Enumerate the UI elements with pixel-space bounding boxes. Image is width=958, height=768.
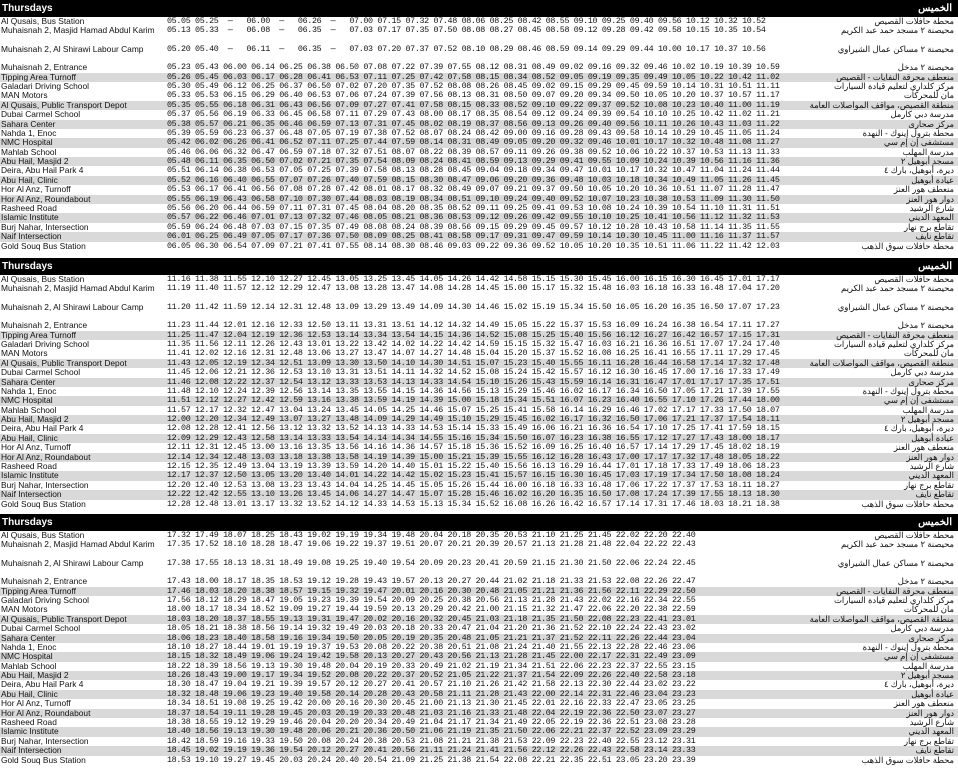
stop-name-en: Dubai Carmel School bbox=[1, 109, 81, 120]
stop-name-en: Muhaisnah 2, Entrance bbox=[1, 320, 88, 331]
departure-times: 11.57 12.17 12.32 12.47 13.04 13.24 13.45 14.05 14.25 14.46 15.07 15.25 15.41 15.58 16.14 16.29 16.46 17.02 17.17 17.33 17.50 18.07 bbox=[167, 404, 780, 415]
stop-name-ar: ديرة، أبوهيل، بارك ٤ bbox=[883, 679, 954, 690]
stop-name-ar: محطة بترول إينوك - النهدة bbox=[862, 641, 954, 652]
stop-name-ar: محطة حافلات القصيص bbox=[874, 274, 954, 284]
stop-name-ar: المعهد الديني bbox=[908, 726, 954, 737]
stop-name-ar: منعطف هور العنز bbox=[893, 184, 954, 195]
timetable-section bbox=[0, 258, 958, 509]
departure-times: 17.56 18.12 18.29 18.47 19.05 19.23 19.39 19.54 20.09 20.25 20.38 20.56 21.13 21.28 21.43 22.02 22.16 22.34 22.55 bbox=[167, 594, 696, 605]
departure-times: 18.26 18.43 19.00 19.17 19.34 19.52 20.08 20.22 20.37 20.52 21.05 21.22 21.37 21.54 22.09 22.26 22.40 22.58 23.18 bbox=[167, 670, 696, 681]
departure-times: 06.01 06.25 06.49 07.05 07.17 07.36 07.50 08.09 08.25 08.41 08.58 09.17 09.31 09.47 09.59 10.14 10.30 10.45 11.00 11.16 11.37 11.57 bbox=[167, 231, 780, 242]
stop-name-ar: دوار هور العنز bbox=[906, 451, 954, 462]
departure-times: 11.23 11.44 12.01 12.16 12.33 12.50 13.11 13.31 13.51 14.12 14.32 14.49 15.05 15.22 15.37 15.53 16.09 16.24 16.38 16.54 17.11 17.27 bbox=[167, 320, 780, 331]
stop-name-en: Islamic Institute bbox=[1, 470, 59, 481]
stop-name-en: Mahlab School bbox=[1, 404, 57, 415]
stop-name-en: Al Qusais, Bus Station bbox=[1, 274, 85, 284]
departure-times: 05.48 06.11 06.35 06.50 07.02 07.21 07.35 07.54 08.09 08.24 08.41 08.59 09.13 09.29 09.41 09.55 10.09 10.24 10.39 10.56 11.16 11.36 bbox=[167, 156, 780, 167]
departure-times: 12.00 12.20 12.34 12.49 13.07 13.27 13.48 14.09 14.29 14.49 15.10 15.29 15.45 16.02 16.17 16.32 16.50 17.06 17.21 17.37 17.54 18.11 bbox=[167, 414, 780, 425]
departure-times: 18.32 18.48 19.06 19.23 19.40 19.58 20.14 20.28 20.43 20.58 21.11 21.28 21.43 22.00 22.14 22.31 22.46 23.04 23.23 bbox=[167, 688, 696, 699]
stop-name-ar: مستشفى إن إم سي bbox=[883, 395, 954, 406]
stop-name-en: Muhaisnah 2, Entrance bbox=[1, 576, 88, 587]
stop-name-ar: مدرسة دبي كارمل bbox=[890, 109, 954, 120]
stop-name-en: Muhaisnah 2, Al Shirawi Labour Camp bbox=[1, 557, 144, 568]
stop-name-ar: مان للمحركات bbox=[903, 90, 954, 101]
departure-times: 18.03 18.20 18.37 18.55 19.13 19.31 19.47 20.02 20.16 20.32 20.45 21.03 21.18 21.35 21.50 22.08 22.23 22.41 23.01 bbox=[167, 613, 696, 624]
departure-times: 11.25 11.47 12.04 12.19 12.36 12.53 13.14 13.34 13.54 14.15 14.36 14.52 15.08 15.25 15.40 15.56 16.12 16.27 16.42 16.57 17.15 17.31 bbox=[167, 329, 780, 340]
departure-times: 05.39 05.59 06.23 06.37 06.48 07.05 07.19 07.38 07.52 08.07 08.24 08.42 09.00 09.16 09.28 09.43 09.58 10.14 10.29 10.45 11.05 11.24 bbox=[167, 127, 780, 138]
departure-times: 17.38 17.55 18.13 18.31 18.49 19.08 19.25 19.40 19.54 20.09 20.23 20.41 20.59 21.15 21.30 21.50 22.06 22.24 22.45 bbox=[167, 557, 696, 568]
departure-times: 18.05 18.21 18.38 18.56 19.14 19.32 19.49 20.03 20.18 20.33 20.47 21.04 21.20 21.36 21.52 22.10 22.24 22.43 23.02 bbox=[167, 623, 696, 634]
stop-name-en: Sahara Center bbox=[1, 376, 56, 387]
stop-name-ar: منعطف هور العنز bbox=[893, 698, 954, 709]
departure-times: 05.35 05.55 06.18 06.31 06.43 06.56 07.09 07.27 07.41 07.58 08.15 08.33 08.52 09.10 09.22 09.37 09.52 10.08 10.23 10.40 11.00 11.19 bbox=[167, 99, 780, 110]
stop-name-ar: محيصنة ٢ مدخل bbox=[897, 576, 954, 587]
departure-times: 17.35 17.52 18.10 18.28 18.47 19.06 19.22 19.37 19.51 20.07 20.21 20.39 20.57 21.13 21.28 21.48 22.04 22.22 22.43 bbox=[167, 539, 696, 550]
departure-times: 05.23 05.43 06.00 06.14 06.25 06.38 06.50 07.08 07.22 07.39 07.55 08.12 08.31 08.49 09.02 09.16 09.32 09.46 10.02 10.19 10.39 10.59 bbox=[167, 62, 780, 73]
departure-times: 18.38 18.55 19.12 19.29 19.46 20.04 20.20 20.34 20.49 21.04 21.17 21.34 21.49 22.05 22.19 22.36 22.51 23.08 23.28 bbox=[167, 717, 696, 728]
departure-times: 11.51 12.12 12.27 12.42 12.59 13.16 13.38 13.59 14.19 14.39 15.00 15.18 15.34 15.51 16.07 16.23 16.40 16.55 17.10 17.26 17.44 18.00 bbox=[167, 395, 780, 406]
table-row bbox=[0, 242, 958, 251]
stop-name-en: Sahara Center bbox=[1, 632, 56, 643]
stop-name-ar: مستشفى إن إم سي bbox=[883, 137, 954, 148]
departure-times: 05.05 05.25 — 06.00 — 06.26 — 07.00 07.15 07.32 07.48 08.06 08.25 08.42 08.55 09.10 09.25 09.40 09.56 10.12 10.32 10.52 bbox=[167, 16, 766, 26]
stop-name-en: Rasheed Road bbox=[1, 717, 57, 728]
section-title-ar: الخميس bbox=[918, 3, 952, 14]
stop-name-en: Sahara Center bbox=[1, 118, 56, 129]
stop-name-en: Al Qusais, Bus Station bbox=[1, 16, 85, 26]
stop-name-en: Muhaisnah 2, Masjid Hamad Abdul Karim bbox=[1, 283, 155, 294]
departure-times: 12.09 12.29 12.43 12.58 13.14 13.33 13.54 14.14 14.34 14.55 15.16 15.34 15.50 16.07 16.23 16.38 16.55 17.12 17.27 17.43 18.00 18.17 bbox=[167, 432, 780, 443]
stop-name-ar: مستشفى إن إم سي bbox=[883, 651, 954, 662]
stop-name-ar: شارع الرشيد bbox=[909, 203, 954, 214]
departure-times: 05.55 06.19 06.43 06.58 07.10 07.30 07.44 08.03 08.19 08.34 08.51 09.10 09.24 09.40 09.52 10.07 10.23 10.38 10.53 11.09 11.30 11.50 bbox=[167, 193, 780, 204]
stop-name-ar: مان للمحركات bbox=[903, 348, 954, 359]
stop-name-ar: تقاطع برج نهار bbox=[903, 221, 954, 232]
departure-times: 05.20 05.40 — 06.11 — 06.35 — 07.03 07.20 07.37 07.52 08.10 08.29 08.46 08.59 09.14 09.29 09.44 10.00 10.17 10.37 10.56 bbox=[167, 43, 766, 54]
departure-times: 05.56 06.20 06.44 06.59 07.11 07.31 07.45 08.04 08.20 08.35 08.52 09.11 09.25 09.41 09.53 10.08 10.24 10.39 10.54 11.10 11.31 11.51 bbox=[167, 203, 780, 214]
departure-times: 12.20 12.40 12.53 13.08 13.23 13.43 14.04 14.25 14.45 15.05 15.26 15.44 16.00 16.18 16.33 16.48 17.06 17.22 17.37 17.53 18.11 18.27 bbox=[167, 479, 780, 490]
stop-name-en: Abu Hail, Masjid 2 bbox=[1, 414, 69, 425]
stop-name-en: MAN Motors bbox=[1, 604, 48, 615]
stop-name-en: Dubai Carmel School bbox=[1, 623, 81, 634]
stop-name-ar: مركز صحارى bbox=[908, 118, 954, 129]
stop-name-en: Muhaisnah 2, Al Shirawi Labour Camp bbox=[1, 43, 144, 54]
table-row bbox=[0, 303, 958, 321]
stop-name-ar: محطة حافلات القصيص bbox=[874, 530, 954, 540]
stop-name-ar: شارع الرشيد bbox=[909, 717, 954, 728]
stop-name-ar: مدرسة المهلب bbox=[902, 660, 954, 671]
stop-name-ar: محيصنة ٢ مسجد حمد عبد الكريم bbox=[841, 25, 954, 36]
stop-name-en: Galadari Driving School bbox=[1, 594, 89, 605]
stop-name-ar: ديرة، أبوهيل، بارك ٤ bbox=[883, 165, 954, 176]
departure-times: 17.46 18.03 18.20 18.38 18.57 19.15 19.32 19.47 20.01 20.16 20.30 20.48 21.05 21.21 21.36 21.56 22.11 22.29 22.50 bbox=[167, 585, 696, 596]
stop-name-en: NMC Hospital bbox=[1, 137, 53, 148]
stop-name-ar: مركز كلداري لتعليم قيادة السيارات bbox=[834, 80, 954, 91]
stop-name-ar: عيادة أبوهيل bbox=[911, 432, 954, 443]
section-title-en: Thursdays bbox=[2, 3, 53, 14]
stop-name-ar: مان للمحركات bbox=[903, 604, 954, 615]
departure-times: 05.26 05.45 06.03 06.17 06.28 06.41 06.53 07.11 07.25 07.42 07.58 08.15 08.34 08.52 09.05 09.19 09.35 09.49 10.05 10.22 10.42 11.02 bbox=[167, 71, 780, 82]
departure-times: 18.22 18.39 18.56 19.13 19.30 19.48 20.04 20.19 20.33 20.49 21.02 21.19 21.34 21.51 22.06 22.23 22.37 22.55 23.15 bbox=[167, 660, 696, 671]
stop-name-ar: المعهد الديني bbox=[908, 212, 954, 223]
stop-name-en: Hor Al Anz, Roundabout bbox=[1, 707, 91, 718]
stop-name-ar: محطة حافلات سوق الذهب bbox=[861, 754, 954, 765]
section-header bbox=[0, 0, 958, 17]
departure-times: 18.53 19.10 19.27 19.45 20.03 20.24 20.40 20.54 21.09 21.25 21.38 21.54 22.08 22.21 22.35 22.51 23.05 23.20 23.39 bbox=[167, 754, 696, 765]
stop-name-en: Muhaisnah 2, Masjid Hamad Abdul Karim bbox=[1, 539, 155, 550]
stop-name-ar: مدرسة دبي كارمل bbox=[890, 367, 954, 378]
departure-times: 18.06 18.23 18.40 18.58 19.16 19.34 19.50 20.05 20.19 20.35 20.48 21.05 21.21 21.37 21.52 22.11 22.26 22.44 23.04 bbox=[167, 632, 696, 643]
stop-name-en: Rasheed Road bbox=[1, 461, 57, 472]
departure-times: 11.48 12.10 12.24 12.39 12.56 13.14 13.35 13.55 14.15 14.36 14.56 15.13 15.29 15.46 16.02 16.17 16.34 16.50 17.05 17.21 17.39 17.55 bbox=[167, 385, 780, 396]
section-title-en: Thursdays bbox=[2, 517, 53, 528]
stop-name-en: Hor Al Anz, Roundabout bbox=[1, 451, 91, 462]
stop-name-en: Al Qusais, Public Transport Depot bbox=[1, 613, 127, 624]
section-title-ar: الخميس bbox=[918, 517, 952, 528]
departure-times: 05.53 06.17 06.41 06.56 07.08 07.28 07.42 08.01 08.17 08.32 08.49 09.07 09.21 09.37 09.50 10.05 10.20 10.36 10.51 11.07 11.28 11.47 bbox=[167, 184, 780, 195]
stop-name-ar: مسجد أبوهيل ٢ bbox=[900, 414, 954, 425]
stop-name-en: Nahda 1, Enoc bbox=[1, 385, 57, 396]
stop-name-en: Hor Al Anz, Turnoff bbox=[1, 698, 71, 709]
departure-times: 06.05 06.30 06.54 07.09 07.21 07.41 07.55 08.14 08.30 08.46 09.03 09.22 09.36 09.52 10.05 10.20 10.35 10.51 11.06 11.22 11.42 12.03 bbox=[167, 240, 780, 251]
departure-times: 18.45 19.02 19.19 19.36 19.54 20.12 20.27 20.41 20.56 21.11 21.24 21.41 21.56 22.12 22.26 22.43 22.58 23.14 23.33 bbox=[167, 745, 696, 756]
departure-times: 05.46 06.06 06.32 06.47 06.59 07.18 07.32 07.51 08.07 08.22 08.39 08.57 09.11 09.26 09.38 09.52 10.06 10.22 10.37 10.53 11.13 11.33 bbox=[167, 146, 780, 157]
departure-times: 05.57 06.22 06.46 07.01 07.13 07.32 07.46 08.05 08.21 08.36 08.53 09.12 09.26 09.42 09.55 10.10 10.25 10.41 10.56 11.12 11.32 11.53 bbox=[167, 212, 780, 223]
departure-times: 18.15 18.32 18.49 19.06 19.24 19.42 19.58 20.13 20.27 20.43 20.56 21.13 21.28 21.45 22.00 22.17 22.31 22.49 23.09 bbox=[167, 651, 696, 662]
stop-name-en: Galadari Driving School bbox=[1, 80, 89, 91]
stop-name-en: Hor Al Anz, Turnoff bbox=[1, 442, 71, 453]
table-row bbox=[0, 26, 958, 44]
stop-name-en: Deira, Abu Hail Park 4 bbox=[1, 165, 84, 176]
stop-name-ar: تقاطع نايف bbox=[915, 489, 954, 500]
stop-name-en: Abu Hail, Masjid 2 bbox=[1, 670, 69, 681]
stop-name-en: Burj Nahar, Intersection bbox=[1, 221, 89, 232]
departure-times: 18.40 18.56 19.13 19.30 19.48 20.06 20.21 20.36 20.50 21.06 21.19 21.35 21.50 22.06 22.21 22.37 22.52 23.09 23.29 bbox=[167, 726, 696, 737]
departure-times: 05.30 05.49 06.12 06.25 06.37 06.50 07.02 07.20 07.35 07.52 08.08 08.26 08.45 09.02 09.15 09.29 09.45 09.59 10.14 10.31 10.51 11.11 bbox=[167, 80, 780, 91]
stop-name-ar: محطة حافلات القصيص bbox=[874, 16, 954, 26]
stop-name-en: Muhaisnah 2, Al Shirawi Labour Camp bbox=[1, 301, 144, 312]
departure-times: 18.37 18.54 19.11 19.28 19.45 20.03 20.19 20.33 20.48 21.03 21.16 21.33 21.48 22.04 22.19 22.36 22.50 23.07 23.27 bbox=[167, 707, 696, 718]
stop-name-en: MAN Motors bbox=[1, 348, 48, 359]
stop-name-en: Gold Souq Bus Station bbox=[1, 498, 86, 509]
stop-name-ar: المعهد الديني bbox=[908, 470, 954, 481]
stop-name-en: Deira, Abu Hail Park 4 bbox=[1, 423, 84, 434]
timetable-section bbox=[0, 514, 958, 765]
table-row bbox=[0, 45, 958, 63]
section-title-ar: الخميس bbox=[918, 261, 952, 272]
stop-name-ar: محيصنة ٢ مساكن عمال الشيراوي bbox=[837, 557, 954, 568]
departure-times: 11.46 12.08 12.22 12.37 12.54 13.12 13.33 13.53 14.13 14.33 14.54 15.10 15.26 15.43 15.59 16.14 16.31 16.47 17.01 17.17 17.35 17.51 bbox=[167, 376, 780, 387]
stop-name-ar: مركز صحارى bbox=[908, 632, 954, 643]
stop-name-ar: مركز كلداري لتعليم قيادة السيارات bbox=[834, 338, 954, 349]
departure-times: 05.13 05.33 — 06.08 — 06.35 — 07.03 07.17 07.35 07.50 08.08 08.27 08.45 08.58 09.12 09.28 09.42 09.58 10.15 10.35 10.54 bbox=[167, 25, 766, 36]
stop-name-ar: تقاطع نايف bbox=[915, 231, 954, 242]
departure-times: 12.15 12.35 12.49 13.04 13.19 13.39 13.59 14.20 14.40 15.01 15.22 15.40 15.56 16.13 16.29 16.44 17.01 17.18 17.33 17.49 18.06 18.23 bbox=[167, 461, 780, 472]
stop-name-en: Gold Souq Bus Station bbox=[1, 754, 86, 765]
departure-times: 12.08 12.28 12.41 12.56 13.12 13.32 13.52 14.13 14.33 14.53 15.14 15.33 15.49 16.06 16.21 16.36 16.54 17.10 17.25 17.41 17.59 18.15 bbox=[167, 423, 780, 434]
departure-times: 05.42 06.02 06.26 06.41 06.52 07.11 07.25 07.44 07.59 08.14 08.31 08.49 09.05 09.20 09.32 09.46 10.01 10.17 10.32 10.48 11.08 11.27 bbox=[167, 137, 780, 148]
stop-name-ar: مدرسة المهلب bbox=[902, 146, 954, 157]
stop-name-en: Muhaisnah 2, Entrance bbox=[1, 62, 88, 73]
stop-name-ar: محيصنة ٢ مدخل bbox=[897, 320, 954, 331]
stop-name-ar: منعطف محرقة النفايات - القصيص bbox=[836, 585, 954, 596]
stop-name-en: Dubai Carmel School bbox=[1, 367, 81, 378]
stop-name-ar: مركز صحارى bbox=[908, 376, 954, 387]
stop-name-ar: مدرسة المهلب bbox=[902, 404, 954, 415]
stop-name-en: Burj Nahar, Intersection bbox=[1, 735, 89, 746]
stop-name-en: Deira, Abu Hail Park 4 bbox=[1, 679, 84, 690]
stop-name-ar: ديرة، أبوهيل، بارك ٤ bbox=[883, 423, 954, 434]
table-row bbox=[0, 540, 958, 558]
departure-times: 11.16 11.38 11.55 12.10 12.27 12.45 13.05 13.25 13.45 14.05 14.26 14.42 14.58 15.15 15.30 15.45 16.00 16.15 16.30 16.45 17.01 17.17 bbox=[167, 274, 780, 284]
stop-name-en: Islamic Institute bbox=[1, 212, 59, 223]
stop-name-en: Abu Hail, Clinic bbox=[1, 174, 58, 185]
section-header bbox=[0, 514, 958, 531]
departure-times: 11.41 12.02 12.16 12.31 12.48 13.06 13.27 13.47 14.07 14.27 14.48 15.04 15.20 15.37 15.52 16.08 16.25 16.41 16.55 17.11 17.29 17.45 bbox=[167, 348, 780, 359]
stop-name-ar: دوار هور العنز bbox=[906, 707, 954, 718]
stop-name-ar: منطقة القصيص، مواقف المواصلات العامة bbox=[809, 357, 954, 368]
stop-name-ar: منعطف محرقة النفايات - القصيص bbox=[836, 329, 954, 340]
stop-name-en: Muhaisnah 2, Masjid Hamad Abdul Karim bbox=[1, 25, 155, 36]
stop-name-en: MAN Motors bbox=[1, 90, 48, 101]
stop-name-en: Hor Al Anz, Turnoff bbox=[1, 184, 71, 195]
stop-name-ar: منعطف هور العنز bbox=[893, 442, 954, 453]
stop-name-ar: مسجد أبوهيل ٢ bbox=[900, 670, 954, 681]
stop-name-en: Hor Al Anz, Roundabout bbox=[1, 193, 91, 204]
departure-times: 05.52 06.16 06.40 06.55 07.07 07.26 07.40 07.59 08.15 08.30 08.47 09.06 09.20 09.36 09.48 10.03 10.18 10.34 10.49 11.05 11.26 11.45 bbox=[167, 174, 780, 185]
stop-name-en: Naif Intersection bbox=[1, 231, 62, 242]
departure-times: 05.59 06.24 06.48 07.03 07.15 07.35 07.49 08.08 08.24 08.39 08.56 09.15 09.29 09.45 09.57 10.12 10.28 10.43 10.58 11.14 11.35 11.55 bbox=[167, 221, 780, 232]
stop-name-en: Mahlab School bbox=[1, 146, 57, 157]
table-row bbox=[0, 500, 958, 509]
departure-times: 05.51 06.14 06.38 06.53 07.05 07.25 07.39 07.58 08.13 08.28 08.45 09.04 09.18 09.34 09.47 10.01 10.17 10.32 10.47 11.04 11.24 11.44 bbox=[167, 165, 780, 176]
timetable-section bbox=[0, 0, 958, 251]
stop-name-en: Nahda 1, Enoc bbox=[1, 641, 57, 652]
table-row bbox=[0, 559, 958, 577]
stop-name-en: Naif Intersection bbox=[1, 489, 62, 500]
stop-name-ar: مسجد أبوهيل ٢ bbox=[900, 156, 954, 167]
stop-name-en: Galadari Driving School bbox=[1, 338, 89, 349]
stop-name-ar: تقاطع برج نهار bbox=[903, 479, 954, 490]
stop-name-ar: منطقة القصيص، مواقف المواصلات العامة bbox=[809, 99, 954, 110]
stop-name-ar: مركز كلداري لتعليم قيادة السيارات bbox=[834, 594, 954, 605]
stop-name-en: Abu Hail, Masjid 2 bbox=[1, 156, 69, 167]
departure-times: 18.42 18.59 19.16 19.33 19.50 20.08 20.24 20.38 20.53 21.08 21.21 21.38 21.53 22.09 22.23 22.40 22.55 23.12 23.31 bbox=[167, 735, 696, 746]
table-row bbox=[0, 756, 958, 765]
departure-times: 11.19 11.40 11.57 12.12 12.29 12.47 13.08 13.28 13.47 14.08 14.28 14.45 15.00 15.17 15.32 15.48 16.03 16.18 16.33 16.48 17.04 17.20 bbox=[167, 283, 780, 294]
departure-times: 12.28 12.48 13.01 13.17 13.32 13.52 14.12 14.33 14.53 15.13 15.34 15.52 16.08 16.26 16.42 16.57 17.14 17.31 17.46 18.03 18.21 18.38 bbox=[167, 498, 780, 509]
departure-times: 12.22 12.42 12.55 13.10 13.26 13.45 14.06 14.27 14.47 15.07 15.28 15.46 16.02 16.20 16.35 16.50 17.08 17.24 17.39 17.55 18.13 18.30 bbox=[167, 489, 780, 500]
stop-name-en: Tipping Area Turnoff bbox=[1, 71, 76, 82]
departure-times: 11.45 12.06 12.21 12.36 12.53 13.10 13.31 13.51 14.11 14.32 14.52 15.08 15.24 15.42 15.57 16.12 16.30 16.45 17.00 17.16 17.33 17.49 bbox=[167, 367, 780, 378]
departure-times: 11.43 12.05 12.19 12.34 12.51 13.09 13.30 13.50 14.10 14.30 14.51 15.07 15.23 15.40 15.55 16.11 16.28 16.44 16.58 17.14 17.32 17.48 bbox=[167, 357, 780, 368]
stop-name-ar: محيصنة ٢ مدخل bbox=[897, 62, 954, 73]
stop-name-en: Tipping Area Turnoff bbox=[1, 329, 76, 340]
stop-name-ar: شارع الرشيد bbox=[909, 461, 954, 472]
stop-name-en: Abu Hail, Clinic bbox=[1, 688, 58, 699]
departure-times: 05.38 05.57 06.21 06.35 06.46 06.59 07.13 07.31 07.45 08.02 08.19 08.37 08.56 09.13 09.26 09.40 09.56 10.11 10.26 10.43 11.03 11.22 bbox=[167, 118, 780, 129]
stop-name-en: Burj Nahar, Intersection bbox=[1, 479, 89, 490]
stop-name-en: Nahda 1, Enoc bbox=[1, 127, 57, 138]
stop-name-ar: عيادة أبوهيل bbox=[911, 688, 954, 699]
section-header bbox=[0, 258, 958, 275]
stop-name-en: Islamic Institute bbox=[1, 726, 59, 737]
departure-times: 11.35 11.56 12.11 12.26 12.43 13.01 13.22 13.42 14.02 14.22 14.42 14.59 15.15 15.32 15.47 16.03 16.21 16.36 16.51 17.07 17.24 17.40 bbox=[167, 338, 780, 349]
stop-name-ar: محطة حافلات سوق الذهب bbox=[861, 498, 954, 509]
stop-name-en: Naif Intersection bbox=[1, 745, 62, 756]
stop-name-ar: منعطف محرقة النفايات - القصيص bbox=[836, 71, 954, 82]
stop-name-en: Rasheed Road bbox=[1, 203, 57, 214]
stop-name-en: Al Qusais, Public Transport Depot bbox=[1, 357, 127, 368]
stop-name-en: Mahlab School bbox=[1, 660, 57, 671]
stop-name-en: Tipping Area Turnoff bbox=[1, 585, 76, 596]
stop-name-ar: محطة بترول إينوك - النهدة bbox=[862, 385, 954, 396]
departure-times: 05.33 05.53 06.15 06.29 06.40 06.53 07.06 07.24 07.39 07.56 08.13 08.31 08.50 09.07 09.20 09.34 09.50 10.05 10.20 10.37 10.57 11.17 bbox=[167, 90, 780, 101]
departure-times: 12.11 12.31 12.45 13.00 13.16 13.35 13.56 14.16 14.36 14.57 15.18 15.36 15.52 16.09 16.25 16.40 16.57 17.14 17.29 17.45 18.02 18.19 bbox=[167, 442, 780, 453]
stop-name-en: Al Qusais, Public Transport Depot bbox=[1, 99, 127, 110]
stop-name-ar: عيادة أبوهيل bbox=[911, 174, 954, 185]
stop-name-ar: تقاطع برج نهار bbox=[903, 735, 954, 746]
departure-times: 18.00 18.17 18.34 18.52 19.09 19.27 19.44 19.59 20.13 20.29 20.42 21.00 21.15 21.32 21.47 22.06 22.20 22.38 22.59 bbox=[167, 604, 696, 615]
stop-name-ar: محطة حافلات سوق الذهب bbox=[861, 240, 954, 251]
stop-name-en: Gold Souq Bus Station bbox=[1, 240, 86, 251]
stop-name-ar: منطقة القصيص، مواقف المواصلات العامة bbox=[809, 613, 954, 624]
stop-name-ar: محيصنة ٢ مساكن عمال الشيراوي bbox=[837, 43, 954, 54]
stop-name-ar: محيصنة ٢ مسجد حمد عبد الكريم bbox=[841, 283, 954, 294]
stop-name-ar: محطة بترول إينوك - النهدة bbox=[862, 127, 954, 138]
departure-times: 17.43 18.00 18.17 18.35 18.53 19.12 19.28 19.43 19.57 20.13 20.27 20.44 21.02 21.18 21.33 21.53 22.08 22.26 22.47 bbox=[167, 576, 696, 587]
stop-name-en: NMC Hospital bbox=[1, 395, 53, 406]
stop-name-ar: تقاطع نايف bbox=[915, 745, 954, 756]
stop-name-ar: دوار هور العنز bbox=[906, 193, 954, 204]
stop-name-ar: مدرسة دبي كارمل bbox=[890, 623, 954, 634]
departure-times: 18.34 18.51 19.08 19.25 19.42 20.00 20.16 20.30 20.45 21.00 21.13 21.30 21.45 22.01 22.16 22.33 22.47 23.05 23.25 bbox=[167, 698, 696, 709]
stop-name-ar: محيصنة ٢ مساكن عمال الشيراوي bbox=[837, 301, 954, 312]
table-row bbox=[0, 284, 958, 302]
departure-times: 05.37 05.56 06.19 06.33 06.45 06.58 07.11 07.29 07.43 08.00 08.17 08.35 08.54 09.12 09.24 09.39 09.54 10.10 10.25 10.42 11.02 11.21 bbox=[167, 109, 780, 120]
departure-times: 12.14 12.34 12.48 13.03 13.18 13.38 13.58 14.19 14.39 15.00 15.21 15.39 15.55 16.12 16.28 16.43 17.00 17.17 17.32 17.48 18.05 18.22 bbox=[167, 451, 780, 462]
departure-times: 11.20 11.42 11.59 12.14 12.31 12.48 13.09 13.29 13.49 14.09 14.30 14.46 15.02 15.19 15.34 15.50 16.05 16.20 16.35 16.50 17.07 17.23 bbox=[167, 301, 780, 312]
stop-name-en: Al Qusais, Bus Station bbox=[1, 530, 85, 540]
departure-times: 17.32 17.49 18.07 18.25 18.43 19.02 19.19 19.34 19.48 20.04 20.18 20.35 20.53 21.10 21.25 21.45 22.02 22.20 22.40 bbox=[167, 530, 696, 540]
stop-name-en: Abu Hail, Clinic bbox=[1, 432, 58, 443]
stop-name-ar: محيصنة ٢ مسجد حمد عبد الكريم bbox=[841, 539, 954, 550]
departure-times: 18.30 18.47 19.04 19.21 19.39 19.57 20.12 20.27 20.41 20.57 21.10 21.26 21.42 21.58 22.13 22.30 22.44 23.02 23.22 bbox=[167, 679, 696, 690]
section-title-en: Thursdays bbox=[2, 261, 53, 272]
departure-times: 12.17 12.37 12.50 13.05 13.20 13.40 14.01 14.22 14.42 15.02 15.23 15.41 15.57 16.15 16.30 16.45 17.03 17.19 17.34 17.50 18.08 18.24 bbox=[167, 470, 780, 481]
stop-name-en: NMC Hospital bbox=[1, 651, 53, 662]
departure-times: 18.10 18.27 18.44 19.01 19.19 19.37 19.53 20.08 20.22 20.38 20.51 21.08 21.24 21.40 21.55 22.13 22.28 22.46 23.06 bbox=[167, 641, 696, 652]
